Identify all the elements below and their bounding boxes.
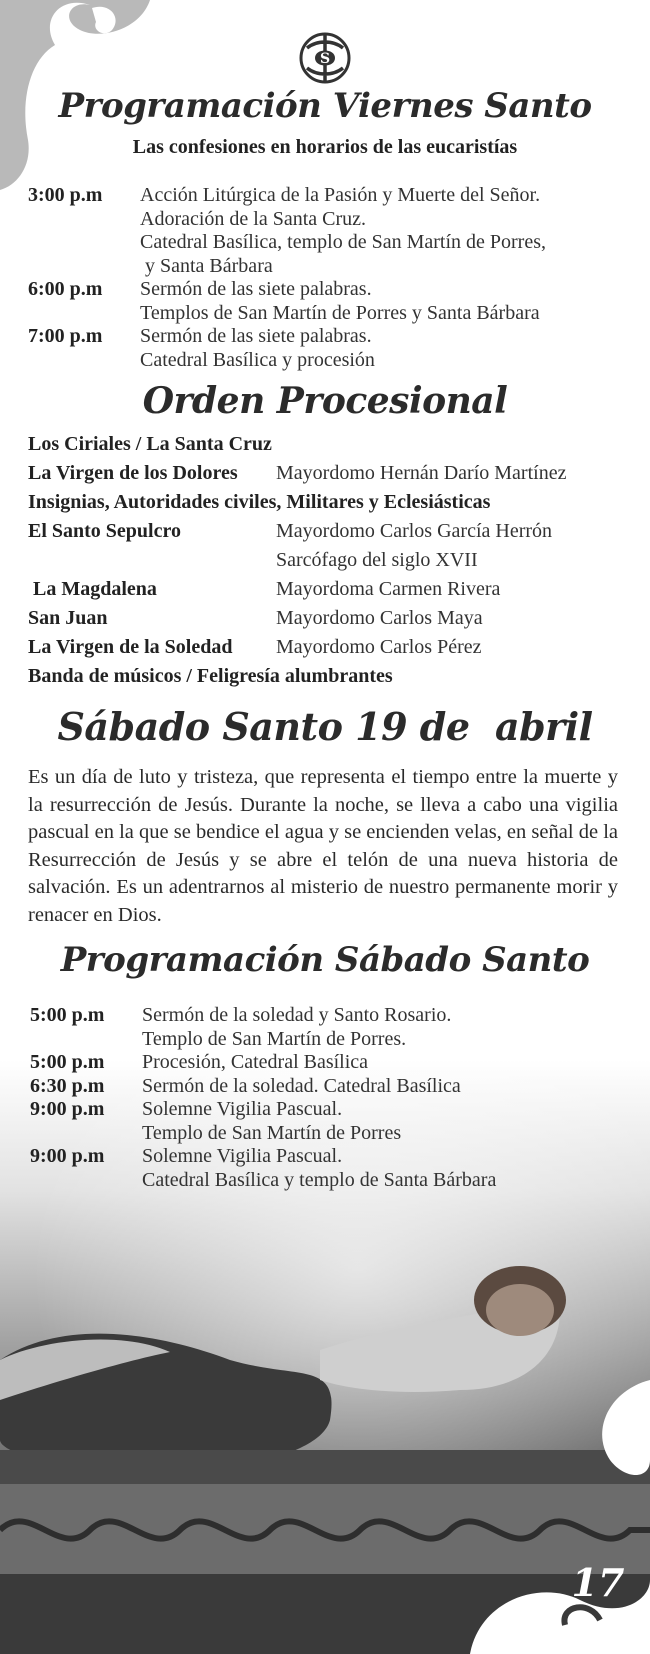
procession-name: El Santo Sepulcro (28, 520, 181, 542)
desc-line: Templo de San Martín de Porres (142, 1121, 402, 1144)
schedule-row (30, 1145, 496, 1192)
emblem-icon (297, 30, 353, 86)
svg-text:S: S (319, 51, 331, 67)
confessions-subtitle: Las confesiones en horarios de las eucaristías (132, 136, 518, 158)
procession-role: Sarcófago del siglo XVII (276, 549, 478, 571)
desc-line: Adoración de la Santa Cruz. (140, 207, 367, 230)
procession-role: Mayordomo Carlos García Herrón (276, 520, 553, 542)
desc-line: Sermón de la soledad y Santo Rosario. (142, 1004, 452, 1026)
desc-line: Sermón de la soledad. Catedral Basílica (142, 1074, 461, 1097)
schedule-time: 5:00 p.m (30, 1051, 105, 1073)
procession-role: Mayordomo Carlos Pérez (276, 636, 482, 658)
desc-line: Solemne Vigilia Pascual. (142, 1145, 343, 1167)
schedule-time: 7:00 p.m (28, 325, 103, 347)
schedule-row (28, 325, 546, 372)
schedule-desc (142, 1075, 461, 1099)
desc-line: Sermón de las siete palabras. (140, 325, 372, 347)
desc-line: Acción Litúrgica de la Pasión y Muerte del Señor. (140, 184, 541, 206)
schedule-desc (140, 325, 375, 372)
procession-role: Mayordoma Carmen Rivera (276, 578, 501, 600)
schedule-time: 6:00 p.m (28, 278, 103, 300)
procession-role: Mayordomo Carlos Maya (276, 607, 483, 629)
schedule-time: 6:30 p.m (30, 1074, 105, 1097)
procession-name: Insignias, Autoridades civiles, Militares y Eclesiásticas (28, 491, 491, 513)
viernes-schedule (28, 184, 546, 372)
schedule-time: 3:00 p.m (28, 184, 103, 206)
schedule-row (28, 278, 546, 325)
schedule-row (30, 1051, 496, 1075)
schedule-time: 5:00 p.m (30, 1004, 105, 1026)
schedule-row (28, 184, 546, 278)
procession-name: San Juan (28, 607, 108, 629)
desc-line: Procesión, Catedral Basílica (142, 1051, 369, 1073)
schedule-desc (140, 278, 540, 325)
desc-line: Templo de San Martín de Porres. (142, 1027, 407, 1050)
page-title: Programación Viernes Santo (58, 86, 592, 126)
schedule-desc (140, 184, 546, 278)
procession-name: La Virgen de los Dolores (28, 462, 238, 484)
desc-line: Catedral Basílica y templo de Santa Bárbara (142, 1168, 497, 1191)
orden-title: Orden Procesional (142, 380, 508, 422)
schedule-desc (142, 1098, 401, 1145)
sabado-title: Sábado Santo 19 de abril (57, 704, 593, 749)
schedule-time: 9:00 p.m (30, 1145, 105, 1167)
schedule-time: 9:00 p.m (30, 1098, 105, 1120)
procession-name: La Virgen de la Soledad (28, 636, 233, 658)
schedule-row (30, 1098, 496, 1145)
desc-line: Solemne Vigilia Pascual. (142, 1098, 343, 1120)
sabado-prog-title: Programación Sábado Santo (60, 940, 590, 980)
schedule-desc (142, 1145, 496, 1192)
schedule-desc (142, 1004, 451, 1051)
desc-line: Templos de San Martín de Porres y Santa Bárbara (140, 301, 540, 324)
desc-line: Catedral Basílica y procesión (140, 348, 375, 371)
sabado-schedule (30, 1004, 496, 1192)
page-number: 17 (571, 1560, 625, 1605)
desc-line: Sermón de las siete palabras. (140, 278, 372, 300)
procession-name: La Magdalena (28, 578, 157, 600)
schedule-row (30, 1004, 496, 1051)
sabado-paragraph: Es un día de luto y tristeza, que representa el tiempo entre la muerte y la resurrección de Jesús. Durante la noche, se lleva a cabo una vigilia pascual en la que se bendice el agua y se encienden velas, en señal de la Resurrección de Jesús y se abre el telón de una nueva historia de salvación. Es un adentrarnos al misterio de nuestro permanente morir y renacer en Dios. (28, 766, 618, 926)
desc-line: Catedral Basílica, templo de San Martín de Porres, (140, 231, 547, 253)
desc-line: y Santa Bárbara (140, 254, 273, 277)
schedule-row (30, 1075, 496, 1099)
procession-role: Mayordomo Hernán Darío Martínez (276, 462, 567, 484)
procession-name: Los Ciriales / La Santa Cruz (28, 433, 272, 455)
procession-name: Banda de músicos / Feligresía alumbrantes (28, 665, 393, 687)
schedule-desc (142, 1051, 368, 1075)
